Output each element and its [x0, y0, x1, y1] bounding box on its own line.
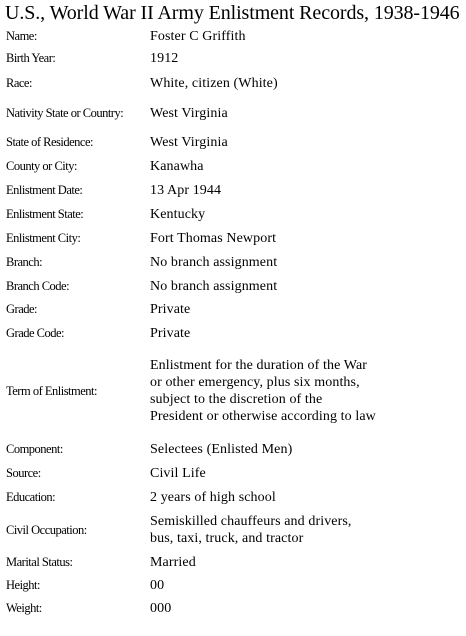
field-label: Enlistment State:: [6, 206, 84, 221]
field-label: Branch:: [6, 254, 43, 269]
field-label: Grade Code:: [6, 325, 65, 340]
field-value: Enlistment for the duration of the War or other emergency, plus six months, subject to the discretion of the President or otherwise according to law: [150, 358, 376, 424]
field-value: West Virginia: [150, 135, 228, 150]
record-row: [4, 461, 376, 485]
field-value: West Virginia: [150, 105, 228, 121]
record-row: [4, 437, 376, 461]
field-label: Race:: [6, 75, 32, 90]
field-label: Birth Year:: [6, 51, 56, 65]
field-label: Component:: [6, 441, 63, 456]
field-label: Grade:: [6, 302, 38, 316]
record-row: [4, 202, 376, 226]
field-value: 13 Apr 1944: [150, 182, 222, 198]
record-row: [4, 509, 376, 551]
field-value: Kentucky: [150, 206, 206, 222]
field-label: Education:: [6, 489, 56, 504]
field-label: State of Residence:: [6, 135, 93, 149]
record-row: [4, 226, 376, 250]
field-label: Source:: [6, 465, 41, 480]
field-value: No branch assignment: [150, 278, 278, 294]
record-row: [4, 274, 376, 298]
field-value: 00: [150, 578, 165, 593]
record-row: [4, 47, 376, 70]
field-value: Semiskilled chauffeurs and drivers, bus, taxi, truck, and tractor: [150, 514, 352, 546]
field-label: Enlistment City:: [6, 230, 81, 245]
field-label: Nativity State or Country:: [6, 105, 124, 120]
record-row: [4, 597, 376, 620]
record-row: [4, 96, 376, 130]
field-value: Civil Life: [150, 465, 206, 481]
field-label: Enlistment Date:: [6, 182, 83, 197]
field-value: 1912: [150, 51, 179, 66]
record-table: [4, 25, 376, 620]
record-row: [4, 574, 376, 597]
field-value: Private: [150, 302, 191, 317]
field-label: Branch Code:: [6, 278, 70, 293]
field-value: Private: [150, 325, 191, 341]
field-value: 000: [150, 601, 172, 616]
field-value: Married: [150, 555, 196, 570]
field-value: White, citizen (White): [150, 75, 278, 91]
field-label: Civil Occupation:: [6, 522, 87, 537]
record-row: [4, 551, 376, 574]
record-row: [4, 345, 376, 437]
record-row: [4, 178, 376, 202]
field-value: 2 years of high school: [150, 489, 276, 505]
record-row: [4, 485, 376, 509]
field-label: Name:: [6, 28, 37, 43]
record-row: [4, 155, 376, 178]
field-value: Selectees (Enlisted Men): [150, 441, 293, 457]
field-value: Foster C Griffith: [150, 28, 246, 44]
record-row: [4, 321, 376, 345]
record-row: [4, 298, 376, 321]
field-label: Marital Status:: [6, 555, 73, 569]
record-row: [4, 130, 376, 155]
record-row: [4, 25, 376, 47]
field-label: County or City:: [6, 159, 77, 173]
field-label: Height:: [6, 578, 40, 592]
record-row: [4, 70, 376, 96]
field-value: Kanawha: [150, 159, 204, 174]
page-title: U.S., World War II Army Enlistment Records, 1938-1946: [5, 2, 460, 24]
field-value: No branch assignment: [150, 254, 278, 270]
field-label: Term of Enlistment:: [6, 383, 97, 398]
field-label: Weight:: [6, 601, 42, 615]
field-value: Fort Thomas Newport: [150, 230, 277, 246]
record-row: [4, 250, 376, 274]
